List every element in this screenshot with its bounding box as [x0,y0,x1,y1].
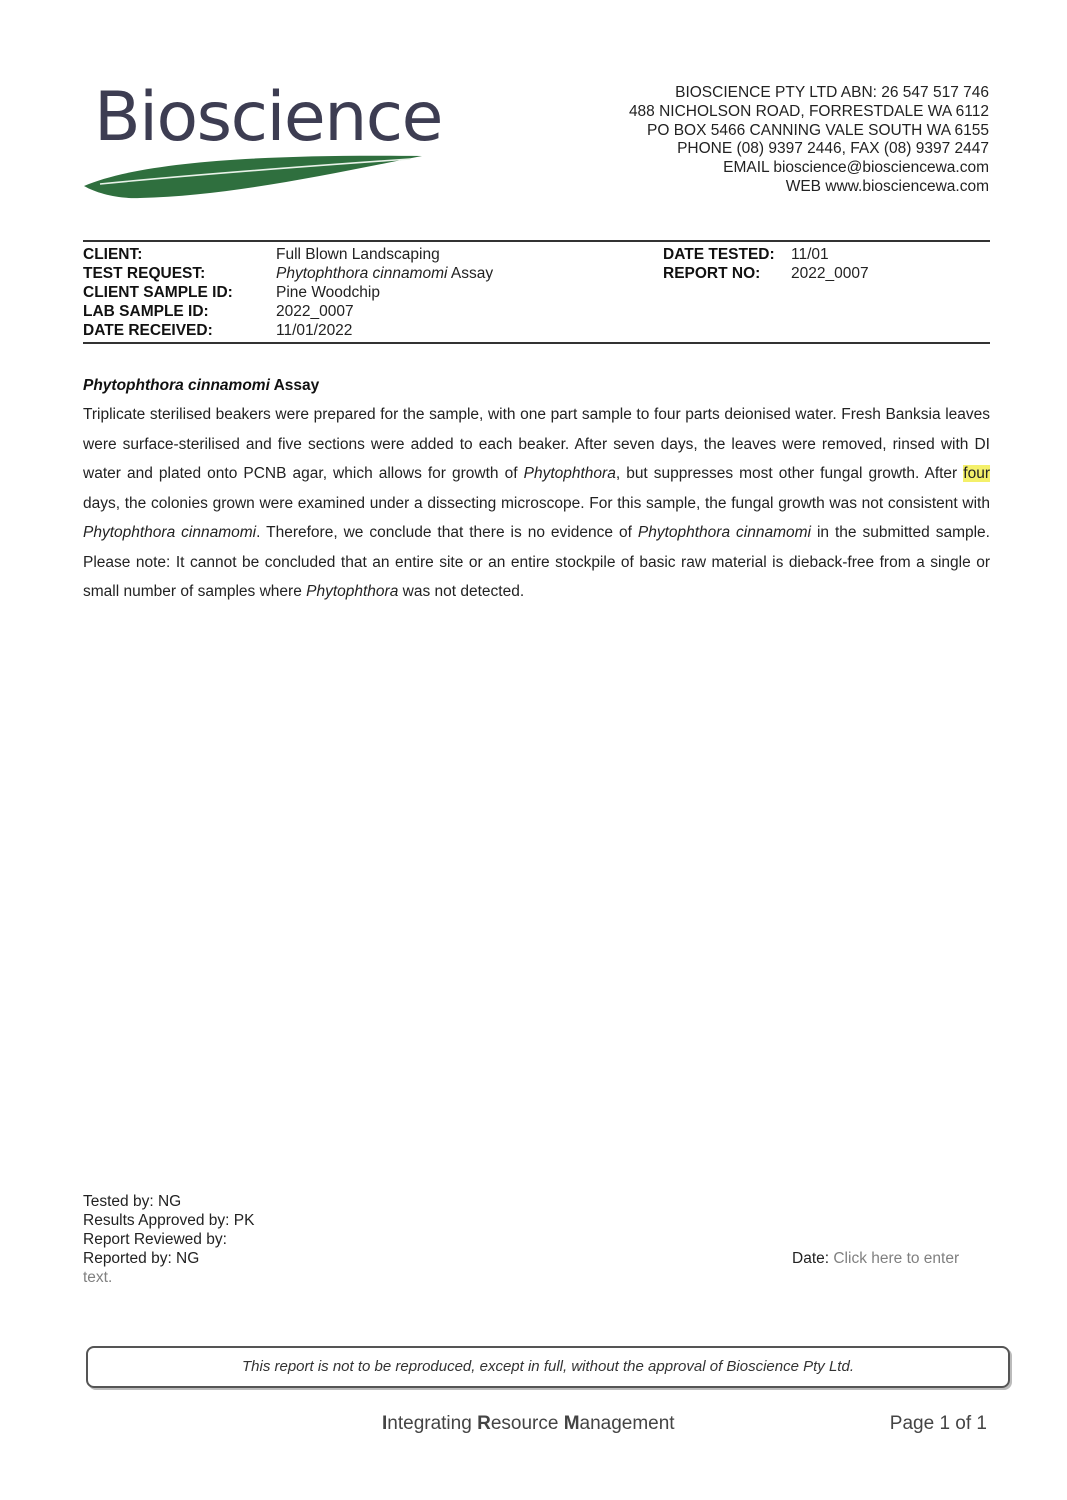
report-no-label: REPORT NO: [663,265,761,282]
signature-block [83,1192,254,1268]
assay-description: Triplicate sterilised beakers were prepared for the sample, with one part sample to four parts deionised water. Fresh Banksia leaves were surface-sterilised and five sections were added to each beaker. After seven days, the leaves were removed, rinsed with DI water and plated onto PCNB agar, which allows for growth of Phytophthora, but suppresses most other fungal growth. After four days, the colonies grown were examined under a dissecting microscope. For this sample, the fungal growth was not consistent with Phytophthora cinnamomi. Therefore, we conclude that there is no evidence of Phytophthora cinnamomi in the submitted sample. Please note: It cannot be concluded that an entire site or an entire stockpile of basic raw material is dieback-free from a single or small number of samples where Phytophthora was not detected. [83,406,990,600]
company-logo [80,78,443,203]
page-number: Page 1 of 1 [889,1413,987,1434]
reviewed-by: Report Reviewed by: [83,1231,227,1248]
company-abn: BIOSCIENCE PTY LTD ABN: 26 547 517 746 [675,84,989,101]
client-value: Full Blown Landscaping [276,246,440,263]
test-request-label: TEST REQUEST: [83,265,206,282]
date-received-value: 11/01/2022 [276,322,353,339]
date-tested-value: 11/01 [791,246,829,263]
client-sample-id-value: Pine Woodchip [276,284,380,301]
sample-info-table [83,240,990,344]
disclaimer-box: This report is not to be reproduced, except in full, without the approval of Bioscience Pty Ltd. [86,1346,1010,1388]
logo-wordmark: Bioscience [94,78,443,157]
company-web[interactable]: WEB www.biosciencewa.com [785,177,989,195]
test-request-value: Phytophthora cinnamomi Assay [276,265,494,282]
report-no-value: 2022_0007 [791,265,869,282]
date-received-label: DATE RECEIVED: [83,322,213,339]
date-field[interactable]: Date: Click here to enter [792,1250,960,1267]
date-placeholder-tail[interactable]: text. [83,1269,113,1286]
approved-by: Results Approved by: PK [83,1212,255,1229]
assay-heading: Phytophthora cinnamomi Assay [83,377,320,394]
company-address-block [629,84,989,197]
highlighted-word: four [963,465,990,482]
company-street: 488 NICHOLSON ROAD, FORRESTDALE WA 6112 [628,102,989,120]
lab-sample-id-label: LAB SAMPLE ID: [83,303,209,320]
footer-tagline: Integrating Resource Management [382,1413,675,1434]
lab-sample-id-value: 2022_0007 [276,303,354,320]
client-sample-id-label: CLIENT SAMPLE ID: [83,284,233,301]
company-email[interactable]: EMAIL bioscience@biosciencewa.com [723,159,989,177]
company-po-box: PO BOX 5466 CANNING VALE SOUTH WA 6155 [647,121,989,139]
company-phone: PHONE (08) 9397 2446, FAX (08) 9397 2447 [677,140,989,158]
leaf-icon [80,144,430,204]
client-label: CLIENT: [83,246,143,263]
date-placeholder[interactable]: Click here to enter [833,1250,960,1267]
date-tested-label: DATE TESTED: [663,246,775,263]
tested-by: Tested by: NG [83,1193,182,1210]
reported-by: Reported by: NG [83,1250,200,1267]
